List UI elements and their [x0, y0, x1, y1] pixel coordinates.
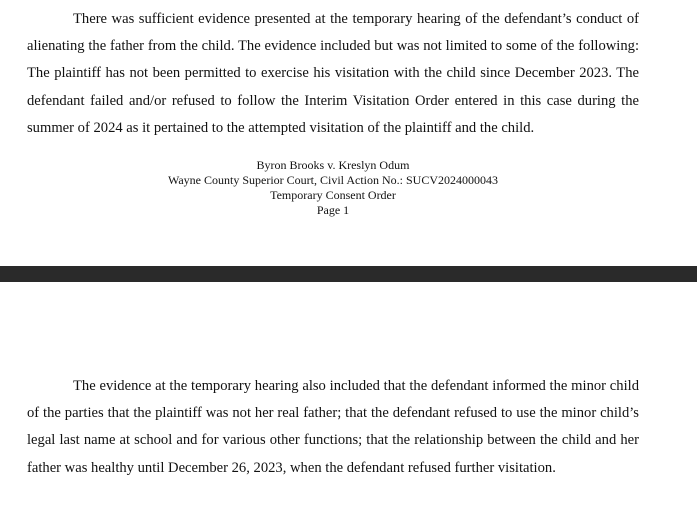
page-footer — [0, 158, 666, 218]
court-civil-action-line: Wayne County Superior Court, Civil Action No.: SUCV2024000043 — [167, 173, 499, 187]
evidence-paragraph-1: There was sufficient evidence presented at the temporary hearing of the defendant’s conduct of alienating the father from the child. The evidence included but was not limited to some of the following: The plaintiff has not been permitted to exercise his visitation with the child since December 2023. The defendant failed and/or refused to follow the Interim Visitation Order entered in this case during the summer of 2024 as it pertained to the attempted visitation of the plaintiff and the child. — [27, 11, 639, 136]
evidence-paragraph-2: The evidence at the temporary hearing also included that the defendant informed the minor child of the parties that the plaintiff was not her real father; that the defendant refused to use the minor child’s legal last name at school and for various other functions; that the relationship between the child and her father was healthy until December 26, 2023, when the defendant refused further visitation. — [27, 378, 639, 476]
page-number: Page 1 — [316, 203, 350, 217]
case-caption: Byron Brooks v. Kreslyn Odum — [256, 158, 410, 172]
document-title: Temporary Consent Order — [270, 188, 396, 202]
document-page-2 — [0, 282, 697, 506]
page-separator — [0, 266, 697, 282]
